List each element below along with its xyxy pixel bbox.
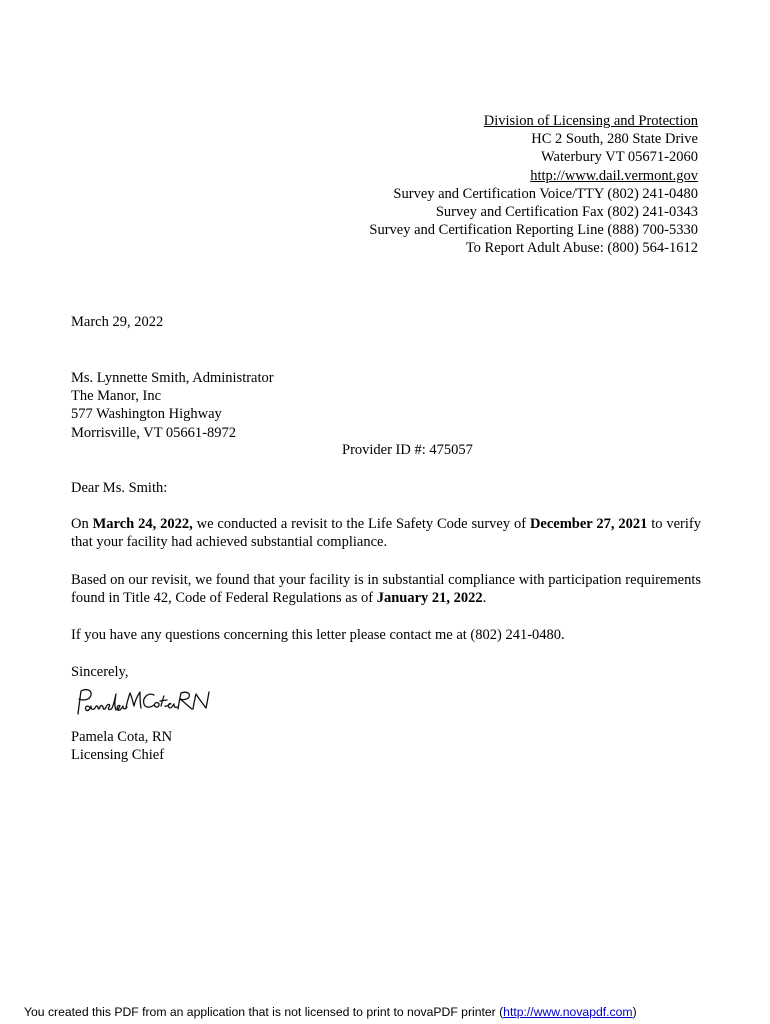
salutation: Dear Ms. Smith: [71,480,168,496]
letterhead-address-1: HC 2 South, 280 State Drive [531,131,698,148]
letterhead-reporting-line: Survey and Certification Reporting Line (888) 700-5330 [369,222,698,239]
recipient-organization: The Manor, Inc [71,388,162,405]
revisit-date: March 24, 2022, [92,516,193,532]
footer-text: You created this PDF from an application that is not licensed to print to novaPDF printer ( [24,1005,504,1019]
letterhead [238,112,698,258]
letter-date: March 29, 2022 [71,314,164,330]
handwritten-signature [72,686,222,718]
paragraph-contact: If you have any questions concerning this letter please contact me at (802) 241-0480. [71,627,565,643]
compliance-date: January 21, 2022 [376,590,483,607]
division-name: Division of Licensing and Protection [483,113,698,129]
paragraph-compliance [71,571,701,607]
signer-name: Pamela Cota, RN [71,729,173,745]
letterhead-fax: Survey and Certification Fax (802) 241-0343 [435,204,698,221]
letterhead-address-2: Waterbury VT 05671-2060 [541,149,698,166]
recipient-address [71,369,701,442]
footer-end: ) [632,1005,637,1019]
paragraph-revisit-text-2: we conducted a revisit to the Life Safety Code survey of [192,516,530,532]
recipient-name: Ms. Lynnette Smith, Administrator [71,370,274,386]
signer-title: Licensing Chief [71,747,165,764]
recipient-street: 577 Washington Highway [71,406,222,423]
letterhead-website-link[interactable]: http://www.dail.vermont.gov [530,167,698,184]
paragraph-revisit-text-3: to verify that your facility had achieved substantial compliance. [71,516,701,551]
paragraph-compliance-text-1: Based on our revisit, we found that your facility is in substantial compliance with participation requirements found in Title 42, Code of Federal Regulations as of [71,572,701,607]
signer-block [71,728,701,764]
paragraph-revisit [71,515,701,551]
letterhead-abuse-line: To Report Adult Abuse: (800) 564-1612 [465,240,698,257]
pdf-watermark-footer [24,1004,637,1020]
recipient-city-state-zip: Morrisville, VT 05661-8972 [71,424,237,441]
paragraph-compliance-text-2: . [482,590,487,607]
paragraph-revisit-text-1: On [71,516,93,532]
footer-link[interactable]: http://www.novapdf.com [503,1005,633,1019]
provider-id: Provider ID #: 475057 [342,442,473,458]
closing: Sincerely, [71,664,129,680]
survey-date: December 27, 2021 [529,516,648,532]
letterhead-voice-phone: Survey and Certification Voice/TTY (802) 241-0480 [393,185,698,202]
